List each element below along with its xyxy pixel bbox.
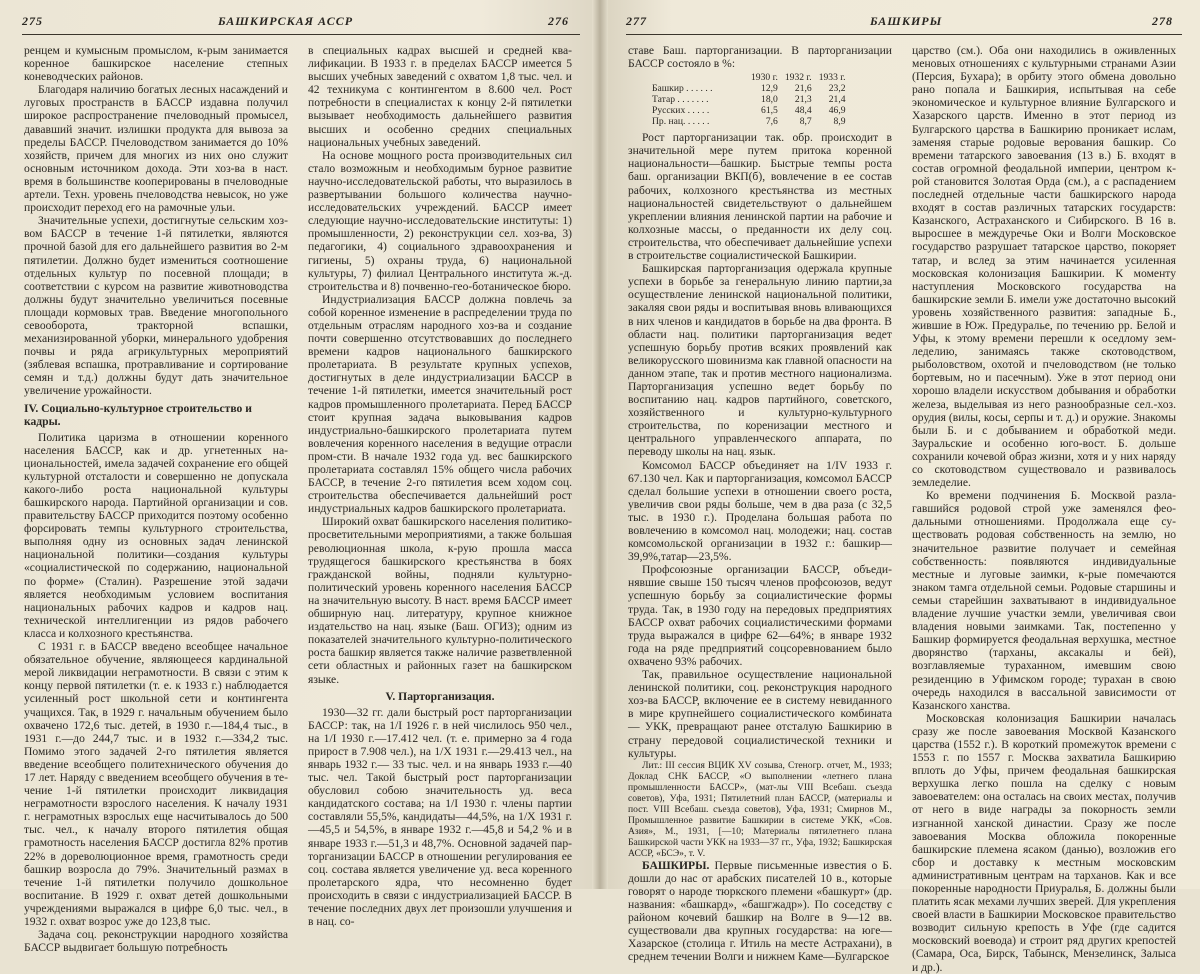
table-header-cell: 1930 г. [751, 72, 778, 84]
table-cell: Башкир . . . . . . [652, 83, 713, 95]
table-cell: 48,4 [794, 105, 812, 117]
header-rule [22, 34, 580, 35]
paragraph: Комсомол БАССР объединяет на 1/IV 1933 г. 67.130 чел. Как и парторганизация, комсомол БАССР сделал большие успехи в отношении своего роста, увеличив свои ряды больше, чем в два раза (с 32,5 тыс. в 1930 г.). Проделана большая работа по вовлечению в комсомол нац. молодежи; нац. состав комсомольской организации в 1932 г.: башкир—39,9%,татар—23,5%. [628, 458, 892, 564]
left-page [0, 0, 600, 955]
paragraph: Значительные успехи, достигнутые сельским хоз-вом БАССР в течение 1-й пятилетки, являются прочной базой для его дальнейшего развития во 2-м пятилетии. Должно будет измениться соотношение отдельных культур по посевной площади; в соответствии с курсом на развитие животноводства должны будут значительно увеличиться посевные площади кормовых трав. Введение многопольного севооборота, тракторной вспашки, механизированной уборки, минерального удобрения почвы и ряда агрикультурных мероприятий (зяблевая вспашка, протравливание и сортирование семян и т.д.) должны будут дать значительное увеличение урожайности. [24, 214, 288, 398]
table-row [652, 94, 853, 105]
paragraph: Так, правильное осуществление национальной ленинской политики, соц. реконструкция народного хоз-ва БАССР, включение ее в систему невиданного в мире крупнейшего социалистического комбината — УКК, превращают ранее отсталую Башкирию в страну передовой социалистической техники и культуры. [628, 668, 892, 760]
header-title: БАШКИРСКАЯ АССР [218, 14, 354, 28]
table-cell: 21,3 [794, 94, 812, 106]
paragraph: С 1931 г. в БАССР введено всеобщее начальное обязательное обучение, являющееся кардинальной мерой ликвидации неграмотности. В связи с этим к концу первой пятилетки (т. е. к 1933 г.) наблюдается усиленный рост школьной сети и контингента учащихся. Так, в 1929 г. начальным обучением было охвачено 172,6 тыс. детей, в 1930 г.—184,4 тыс., в 1931 г.—до 244,7 тыс. и в 1932 г.—334,2 тыс. Помимо этого задачей 2-го пятилетия является введение всеобщего политехнического обучения до 17 лет. Наряду с введением всеобщего обучения в течение 1-й пятилетки происходит ликвидация неграмотности взрослого населения. К началу 1931 г. неграмотных взрослых еще насчитывалось до 500 тыс. чел., к началу второго пятилетия общая грамотность населения БАССР достигла 82% против 22% в дореволюционное время, грамотность среди башкир возросла до 79%. Значительный размах в течение 1-й пятилетки получило дошкольное воспитание. В 1929 г. охват детей дошкольными учреждениями выражался в цифре 6,0 тыс. чел., в 1932 г. охват возрос уже до 123,8 тыс. [24, 640, 288, 928]
table-cell: Татар . . . . . . . [652, 94, 709, 106]
paragraph: Рост парторганизации так. обр. происходит в значительной мере путем притока коренной национальности—башкир. Быстрые темпы роста баш. организации ВКП(б), вовлечение в ее состав рабочих, колхозного крестьянства из местных национальностей свидетельствуют о дальнейшем укреплении влияния ленинской партии на рабочие и колхозные массы, о преданности их делу соц. строительства, что обеспечивает дальнейшие успехи в строительстве социалистической Башкирии. [628, 131, 892, 263]
header-title: БАШКИРЫ [870, 14, 943, 28]
paragraph: 1930—32 гг. дали быстрый рост парторганизации БАССР: так, на 1/I 1926 г. в ней числилось 950 чел., на 1/I 1930 г.—17.412 чел. (т. е. примерно за 4 года прирост в 7.908 чел.), на 1/X 1931 г.—29.413 чел., на январь 1932 г.— 33 тыс. чел. и на январь 1933 г.—40 тыс. чел. Такой быстрый рост парторганизации обусловил собою значительность уд. веса кандидатского состава; на 1/I 1930 г. члены партии составляли 55,5%, кандидаты—44,5%, на 1/X 1931 г.—45,5 и 54,5%, в январе 1932 г.—45,8 и 54,2 % и в январе 1933 г.—51,3 и 48,7%. Основной задачей парторганизации БАССР в отношении регулирования ее соц. состава является увеличение уд. веса коренного пролетарского ядра, что несомненно будет происходить в связи с индустриализацией БАССР. В течение последних двух лет произошли улучшения и в нац. со- [308, 705, 572, 929]
page-number: 275 [22, 14, 43, 28]
text-column-4 [912, 44, 1176, 974]
book-gutter [592, 0, 608, 889]
table-header-cell: 1932 г. [784, 72, 812, 84]
paragraph: ренцем и кумысным промыслом, к-рым занимается коренное башкирское население степных коневодческих районов. [24, 44, 288, 84]
paragraph: ставе Баш. парторганизации. В парторганизации БАССР состояло в %: [628, 44, 892, 71]
table-cell: 7,6 [765, 116, 778, 128]
table-row [652, 105, 853, 116]
paragraph: Индустриализация БАССР должна повлечь за собой коренное изменение в распределении труда по отдельным отраслям народного хоз-ва и создание почти совершенно отсутствовавших до последнего времени кадров национального башкирского пролетариата. В результате крупных успехов, достигнутых в деле индустриализации БАССР в течение 1-й пятилетки, имеется значительный рост кадров промышленного пролетариата. Перед БАССР стоит крупная задача выковывания кадров индустриально-башкирского пролетариата путем вовлечения коренного населения в ведущие отрасли пром-сти. В начале 1932 года уд. вес башкирского пролетариата составлял 15% общего числа рабочих БАССР, в течение 2-го пятилетия всем ходом соц. строительства обеспечивается дальнейший рост индустриальных кадров башкирского пролетариата. [308, 292, 572, 516]
table-cell: 21,6 [794, 83, 812, 95]
paragraph: Широкий охват башкирского населения политико-просветительными мероприятиями, а также большая революционная школа, к-рую прошла масса трудящегося башкирского крестьянства в боях гражданской войны, подняли культурно-политический уровень коренного населения БАССР на значительную высоту. В наст. время БАССР имеет обширную нац. литературу, крупное книжное издательство на нац. языке (Баш. ОГИЗ); одним из показателей значительного культурно-политического роста башкир является также наличие разветвленной сети областных и районных газет на башкирском языке. [308, 515, 572, 686]
section-heading: IV. Социально-культурное строительство и кадры. [24, 401, 252, 428]
paragraph: царство (см.). Оба они находились в оживленных меновых отношениях с культурными странами Азии (Персия, Бухара); в орбиту этого обмена довольно рано попала и Башкирия, испытывая на себе экономическое и культурное влияние Булгарского и Хазарского царств. Именно в этот период из Булгарского царства в Башкирию проникает ислам, заменяя старые родовые верования башкир. Со времени татарского завоевания (13 в.) Б. входят в состав огромной феодальной империи, центром к-рой становится Золотая Орда (см.), а с распадением последней отдельные части башкирского народа входят в состав различных татарских государств: Казанского, Астраханского и Сибирского. В 16 в. выросшее в междуречье Оки и Волги Московское государство разрушает татарское царство, покоряет татар, и вслед за этим начинается усиленная московская колонизация Башкирии. К моменту наступления Московского государства на башкирские земли Б. имели уже достаточно высокий уровень хозяйственного развития: западные Б., жившие в Юж. Предуралье, по течению рр. Белой и Уфы, к этому времени перешли к оседлому земледелию, занимаясь также скотоводством, рыболовством, охотой и пчеловодством (не только бортевым, но и пасечным). Уже в этот период они хорошо владели искусством добывания и обработки железа, выделывая из него разнообразные сел.-хоз. орудия (вилы, косы, серпы и т. д.) и оружие. Знакомы были Б. и с добыванием и обработкой меди. Зауральские и особенно юго-вост. Б. дольше сохранили кочевой образ жизни, хотя и у них наряду со скотоводством существовало и развивалось земледелие. [912, 44, 1176, 490]
text-column-2 [308, 44, 572, 929]
paragraph: Башкирская парторганизация одержала крупные успехи в борьбе за генеральную линию партии,за осуществление ленинской национальной политики, закаляя свои ряды и воспитывая вновь вливающихся в них членов и кандидатов в борьбе на два фронта. В области нац. политики парторганизация ведет успешную борьбу против всяких проявлений как великорусского шовинизма как главной опасности на данном этапе, так и против местного национализма. Парторганизация успешно ведет борьбу по воспитанию нац. кадров партийного, советского, хозяйственного и культурно-культурного строительства, по коренизации местного и центрального управленческого аппарата, по переводу школы на нац. язык. [628, 262, 892, 459]
table-header-cell [652, 72, 751, 83]
page-number: 277 [626, 14, 647, 28]
article-text: Первые письменные известия о Б. дошли до нас от арабских писателей 10 в., которые говорят о народе тюркского племени «башкурт» (др. названия: «башкард», «башгжадр»). По соседству с районом кочевий башкир на Волге в 9—12 вв. существовали два крупных государства: на юге—Хазарское (столица г. Итиль на месте Астрахани), в среднем течении Волги и нижнем Каме—Булгарское [628, 858, 892, 964]
table-row [652, 116, 853, 127]
running-header-left [0, 14, 600, 34]
paragraph: Задача соц. реконструкции народного хозяйства БАССР выдвигает большую потребность [24, 928, 288, 955]
table-cell: 46,9 [828, 105, 846, 117]
table-cell: 8,9 [833, 116, 846, 128]
table-cell: 21,4 [828, 94, 846, 106]
page-number: 276 [548, 14, 569, 28]
literature-note: Лит.: III сессия ВЦИК XV созыва, Стеногр. отчет, М., 1933; Доклад СНК БАССР, «О выполнении «летнего плана промышленности БАССР», (мат-лы VIII Всебаш. съезда советов), Уфа, 1931; Пятилетний план БАССР, (материалы и пост. VIII Всебаш. съезда советов), Уфа, 1931; Смирнов М., Промышленное развитие Башкирии в системе УКК, «Сов. Азия», М., 1931, [—10; Материалы пятилетнего плана Башкирской части УКК на 1933—37 гг., Уфа, 1932; Башкирская АССР, «БСЭ», т. V. [628, 759, 892, 859]
table-cell: 18,0 [761, 94, 778, 106]
paragraph: Московская колонизация Башкирии началась сразу же после завоевания Москвой Казанского царства (1552 г.). В короткий промежуток времени с 1553 г. по 1557 г. Москва захватила Башкирию вплоть до Уфы, причем феодальная башкирская верхушка легко пошла на сделку с новым завоевателем: она осталась на своих местах, получив от него в виде награды за покорность земли изгнанной ханской династии. Сразу же после завоевания Москва обложила покоренные башкирские племена ясаком (данью), возложив его сбор и доставку к местным московским административным центрам на тарханов. Как и все покоренные народности Приуралья, Б. должны были платить ясак мехами лучших зверей. Для укрепления своей власти в Башкирии Московское правительство возводит сильную крепость в Уфе (где садится московский воевода) и строит ряд других крепостей (Самара, Оса, Бирск, Табынск, Мензелинск, Залыса и др.). [912, 711, 1176, 974]
article-title: БАШКИРЫ. [642, 858, 710, 872]
paragraph: Благодаря наличию богатых лесных насаждений и луговых пространств в БАССР издавна получил широкое распространение пчеловодный промысел, дававший значит. излишки продукта для вывоза за пределы БАССР. Пчеловодством занимается до 10% хозяйств, причем для многих из них оно служит основным источником дохода. Эти хоз-ва в наст. время в большинстве кооперированы в пчеловодные артели. Техн. уровень пчеловодства невысок, но уже происходит переход его на рамочные ульи. [24, 83, 288, 215]
table-cell: 61,5 [761, 105, 778, 117]
paragraph: Профсоюзные организации БАССР, объединявшие свыше 150 тысяч членов профсоюзов, ведут успешную борьбу за социалистические формы труда. Так, в 1930 году на передовых предприятиях БАССР охват рабочих социалистическими формами труда выражался в цифре 62—64%; в январе 1932 года на ряде предприятий соцсоревнованием было охвачено 93% рабочих. [628, 563, 892, 668]
right-page [600, 0, 1200, 974]
page-number: 278 [1152, 14, 1173, 28]
table-cell: Русских . . . . . [652, 105, 710, 117]
section-heading: V. Парторганизация. [385, 689, 495, 703]
table-header-row [652, 72, 853, 83]
table-row [652, 83, 853, 94]
header-rule [626, 34, 1182, 35]
running-header-right [600, 14, 1200, 34]
table-cell: 8,7 [799, 116, 812, 128]
article-start [628, 859, 892, 964]
table-cell: 23,2 [828, 83, 846, 95]
text-column-3 [628, 44, 892, 964]
table-cell: Пр. нац. . . . . . [652, 116, 710, 128]
paragraph: Политика царизма в отношении коренного населения БАССР, как и др. угнетенных национальностей, имела задачей сохранение его общей культурной отсталости и совершенно не допускала какого-либо роста национальной культуры башкирского народа. Партийной организации и сов. правительству БАССР приходится поэтому особенно форсировать темпы культурного строительства, выполняя одну из основных задач ленинской национальной политики—создания культуры «социалистической по содержанию, национальной по форме» (Сталин). Разрешение этой задачи является необходимым условием воспитания национальных рабочих кадров и кадров нац. технической интеллигенции из рядов рабочего класса и колхозного крестьянства. [24, 430, 288, 640]
party-composition-table [652, 72, 853, 127]
table-cell: 12,9 [761, 83, 778, 95]
paragraph: в специальных кадрах высшей и средней квалификации. В 1933 г. в пределах БАССР имеется 5 высших учебных заведений с охватом 1,8 тыс. чел. и 42 техникума с контингентом в 8.600 чел. Рост потребности в специалистах к концу 2-й пятилетки вызывает необходимость дальнейшего развития высших и особенно средних специальных национальных учебных заведений. [308, 44, 572, 149]
table-header-cell: 1933 г. [818, 72, 846, 84]
paragraph: На основе мощного роста производительных сил стало возможным и необходимым бурное развитие научно-исследовательской работы, что выразилось в развертывании большого количества научно-исследовательских учреждений. БАССР имеет следующие научно-исследовательские институты: 1) промышленности, 2) реконструкции сел. хоз-ва, 3) педагогики, 4) социального здравоохранения и гигиены, 5) охраны труда, 6) национальной культуры, 7) филиал Центрального института ж.-д. строительства и 8) почвенно-гео-ботаническое бюро. [308, 148, 572, 293]
paragraph: Ко времени подчинения Б. Москвой разлагавшийся родовой строй уже заменялся феодальными отношениями. Продолжала еще существовать родовая собственность на землю, но значительное развитие получает и семейная собственность: появляются индивидуальные местные и луговые заимки, к-рые помечаются знаком тамга отдельной семьи. Родовые старшины и семьи старейшин захватывают в индивидуальное владение лучшие участки земли, увеличивая свои владения новыми заимками. Так, постепенно у Башкир формируется феодальная верхушка, местное дворянство (тарханы, аксакалы и бей), возглавляемые тураханном, имевшим свою резиденцию в Уфимском городе; турахан в свою очередь находился в вассальной зависимости от Казанского ханства. [912, 489, 1176, 712]
text-column-1 [24, 44, 288, 955]
